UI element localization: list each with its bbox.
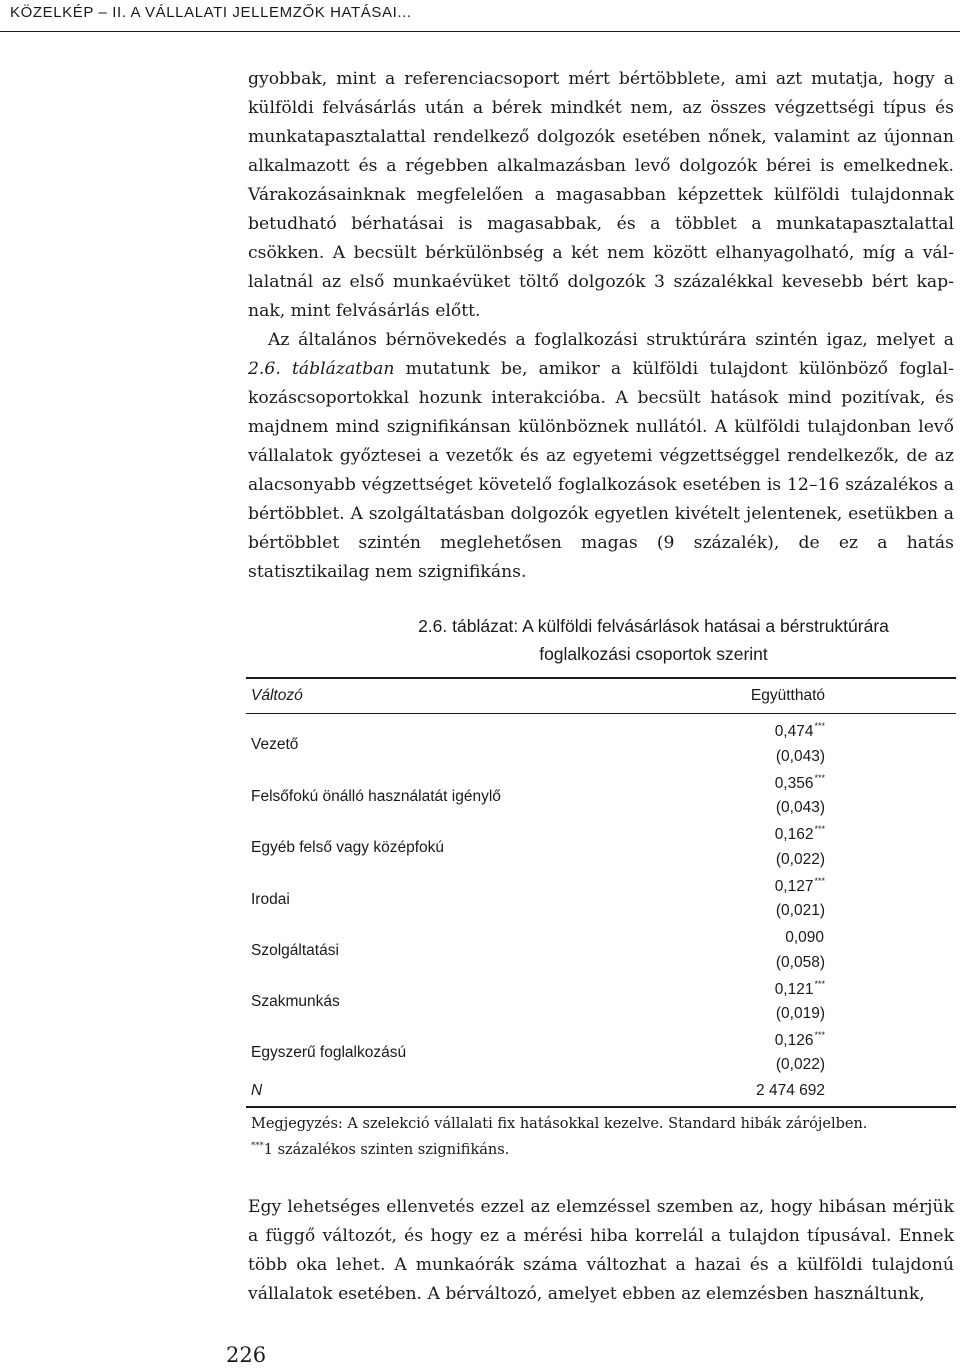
paragraph-2-start: Az általános bérnövekedés a foglalkozási struktúrára szintén igaz, melyet a <box>268 330 954 350</box>
row-label-2: Felsőfokú önálló használatát igénylő <box>251 788 501 805</box>
se-row-6: (0,019) <box>775 1005 825 1022</box>
body-text-top <box>248 65 954 587</box>
header-rule <box>0 31 960 32</box>
body-text-bottom <box>248 1193 954 1309</box>
table-top-rule <box>246 677 956 679</box>
table-caption-line-1: 2.6. táblázat: A külföldi felvásárlások hatásai a bérstruktúrára <box>418 616 889 636</box>
note-line-1: Megjegyzés: A szelekció vállalati fix hatásokkal kezelve. Standard hibák zárójelben. <box>251 1116 868 1132</box>
coef-row-7: 0,126*** <box>774 1030 825 1049</box>
column-header-variable: Változó <box>251 687 303 704</box>
row-label-6: Szakmunkás <box>251 993 340 1010</box>
row-label-4: Irodai <box>251 891 290 908</box>
running-header: KÖZELKÉP – II. A VÁLLALATI JELLEMZŐK HATÁSAI... <box>10 4 412 21</box>
note-line-2: ***1 százalékos szinten szignifikáns. <box>251 1141 510 1158</box>
paragraph-1: gyobbak, mint a referenciacsoport mért bértöbblete, ami azt mutatja, hogy a külföldi felvásárlás után a bérek mindkét nem, az összes végzettségi típus és munkatapasztalattal rendelkező dolgozók esetében nőnek, valamint az újonnan alkalmazott és a régebben alkalmazásban levő dolgozók bérei is emelkednek. Várakozásainknak megfelelően a magasabban képzettek külföldi tulajdonnak betudható bérhatásai is magasabbak, és a többlet a munkatapasztalattal csökken. A becsült bérkülönbség a két nem között elhanyagolható, míg a vállalatnál az első munkaévüket töltő dolgozók 3 százalékkal kevesebb bért kapnak, mint felvásárlás előtt. <box>248 69 954 321</box>
table-caption <box>248 612 954 668</box>
coef-row-3: 0,162*** <box>774 824 825 843</box>
table-caption-line-2: foglalkozási csoportok szerint <box>539 644 768 664</box>
table-bottom-rule <box>246 1106 956 1108</box>
paragraph-2-end: mutatunk be, amikor a külföldi tulajdont különböző foglalkozáscsoportokkal hozunk interakcióba. A becsült hatások mind pozitívak, és majdnem mind szignifikánsan különböznek nullától. A külföldi tulajdonban levő vállalatok győztesei a vezetők és az egyetemi végzettséggel rendelkezők, de az alacsonyabb végzettséget követelő foglalkozások esetében is 12–16 százalékos a bértöbblet. A szolgáltatásban dolgozók egyetlen kivételt jelentenek, esetükben a bértöbblet szintén meglehetősen magas (9 százalék), de ez a hatás statisztikailag nem szignifikáns. <box>248 359 954 582</box>
n-value: 2 474 692 <box>756 1082 825 1099</box>
coef-row-1: 0,474*** <box>774 721 825 740</box>
se-row-7: (0,022) <box>775 1056 825 1073</box>
row-label-7: Egyszerű foglalkozású <box>251 1044 407 1061</box>
se-row-3: (0,022) <box>775 851 825 868</box>
row-label-5: Szolgáltatási <box>251 942 339 959</box>
table-header-rule <box>246 713 956 714</box>
coef-row-5: 0,090 <box>785 929 824 946</box>
column-header-coefficient: Együttható <box>750 687 825 704</box>
se-row-5: (0,058) <box>775 954 825 971</box>
paragraph-3: Egy lehetséges ellenvetés ezzel az elemzéssel szemben az, hogy hibásan mérjük a függő változót, és hogy ez a mérési hiba korrelál a tulajdon típusával. Ennek több oka lehet. A munkaórák száma változhat a hazai és a külföldi tulajdonú vállalatok esetében. A bérváltozó, amelyet ebben az elemzésben használtunk, <box>248 1197 954 1304</box>
coef-row-4: 0,127*** <box>774 876 825 895</box>
se-row-4: (0,021) <box>775 902 825 919</box>
page-number: 226 <box>226 1343 267 1367</box>
coef-row-6: 0,121*** <box>774 979 825 998</box>
table-notes <box>251 1113 951 1161</box>
coef-row-2: 0,356*** <box>774 773 825 792</box>
row-label-3: Egyéb felső vagy középfokú <box>251 839 445 856</box>
se-row-2: (0,043) <box>775 799 825 816</box>
row-label-1: Vezető <box>251 736 299 753</box>
se-row-1: (0,043) <box>775 748 825 765</box>
n-label: N <box>251 1082 263 1099</box>
paragraph-2 <box>248 326 954 587</box>
table-reference: 2.6. táblázatban <box>248 359 395 379</box>
